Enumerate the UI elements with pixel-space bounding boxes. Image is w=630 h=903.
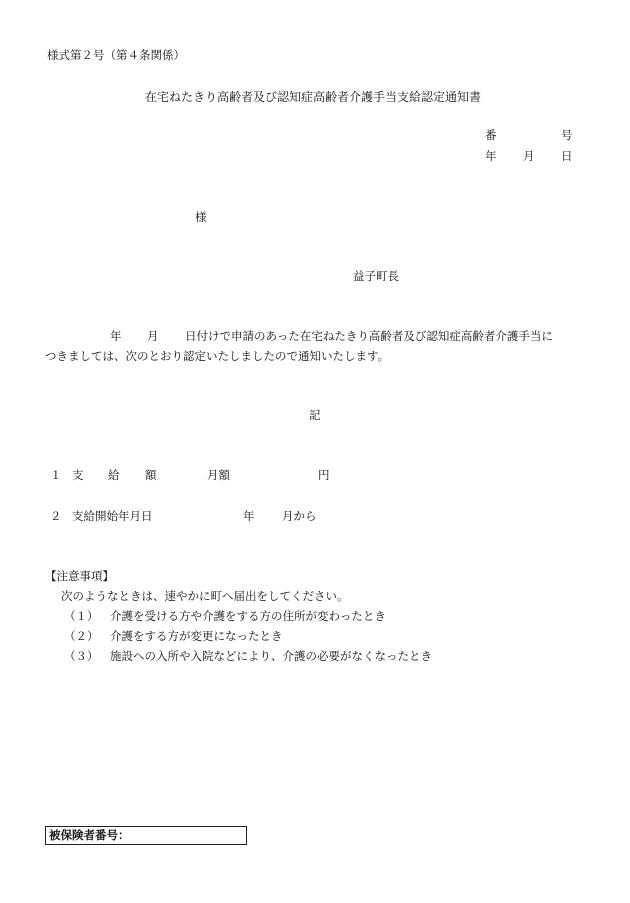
item-1-label-part1: 支: [72, 468, 84, 482]
issue-date-month: 月: [523, 149, 535, 163]
reference-number-suffix: 号: [561, 128, 573, 142]
reference-number-prefix: 番: [485, 128, 497, 142]
body-month: 月: [147, 329, 159, 343]
item-2-label: 支給開始年月日: [72, 509, 153, 523]
note-3-text: 施設への入所や入院などにより、介護の必要がなくなったとき: [110, 649, 432, 663]
ki-heading: 記: [309, 408, 321, 422]
item-1-label-part2: 給: [108, 468, 120, 482]
body-year: 年: [110, 329, 122, 343]
body-line-1: 日付けで申請のあった在宅ねたきり高齢者及び認知症高齢者介護手当に: [185, 329, 553, 343]
document-title: 在宅ねたきり高齢者及び認知症高齢者介護手当支給認定通知書: [145, 90, 482, 104]
note-1-number: （１）: [64, 609, 99, 623]
issue-date-day: 日: [561, 149, 573, 163]
notes-intro: 次のようなときは、速やかに町へ届出をしてください。: [61, 589, 349, 603]
note-2-text: 介護をする方が変更になったとき: [110, 629, 283, 643]
insured-number-label: 被保険者番号：: [49, 828, 130, 842]
form-number: 様式第２号（第４条関係）: [47, 48, 185, 62]
addressee-honorific: 様: [195, 210, 207, 224]
note-3-number: （３）: [64, 649, 99, 663]
insured-number-box: [45, 826, 247, 845]
item-2-number: ２: [50, 509, 62, 523]
sender-name: 益子町長: [353, 269, 399, 283]
item-2-year: 年: [243, 509, 255, 523]
item-1-monthly: 月額: [207, 468, 230, 482]
item-1-label-part3: 額: [145, 468, 157, 482]
item-1-number: １: [50, 468, 62, 482]
note-1-text: 介護を受ける方や介護をする方の住所が変わったとき: [110, 609, 386, 623]
body-line-2: つきましては、次のとおり認定いたしましたので通知いたします。: [45, 349, 390, 363]
issue-date-year: 年: [485, 149, 497, 163]
item-1-unit: 円: [318, 468, 330, 482]
note-2-number: （２）: [64, 629, 99, 643]
item-2-month-from: 月から: [282, 509, 317, 523]
notes-heading: 【注意事項】: [45, 569, 114, 583]
